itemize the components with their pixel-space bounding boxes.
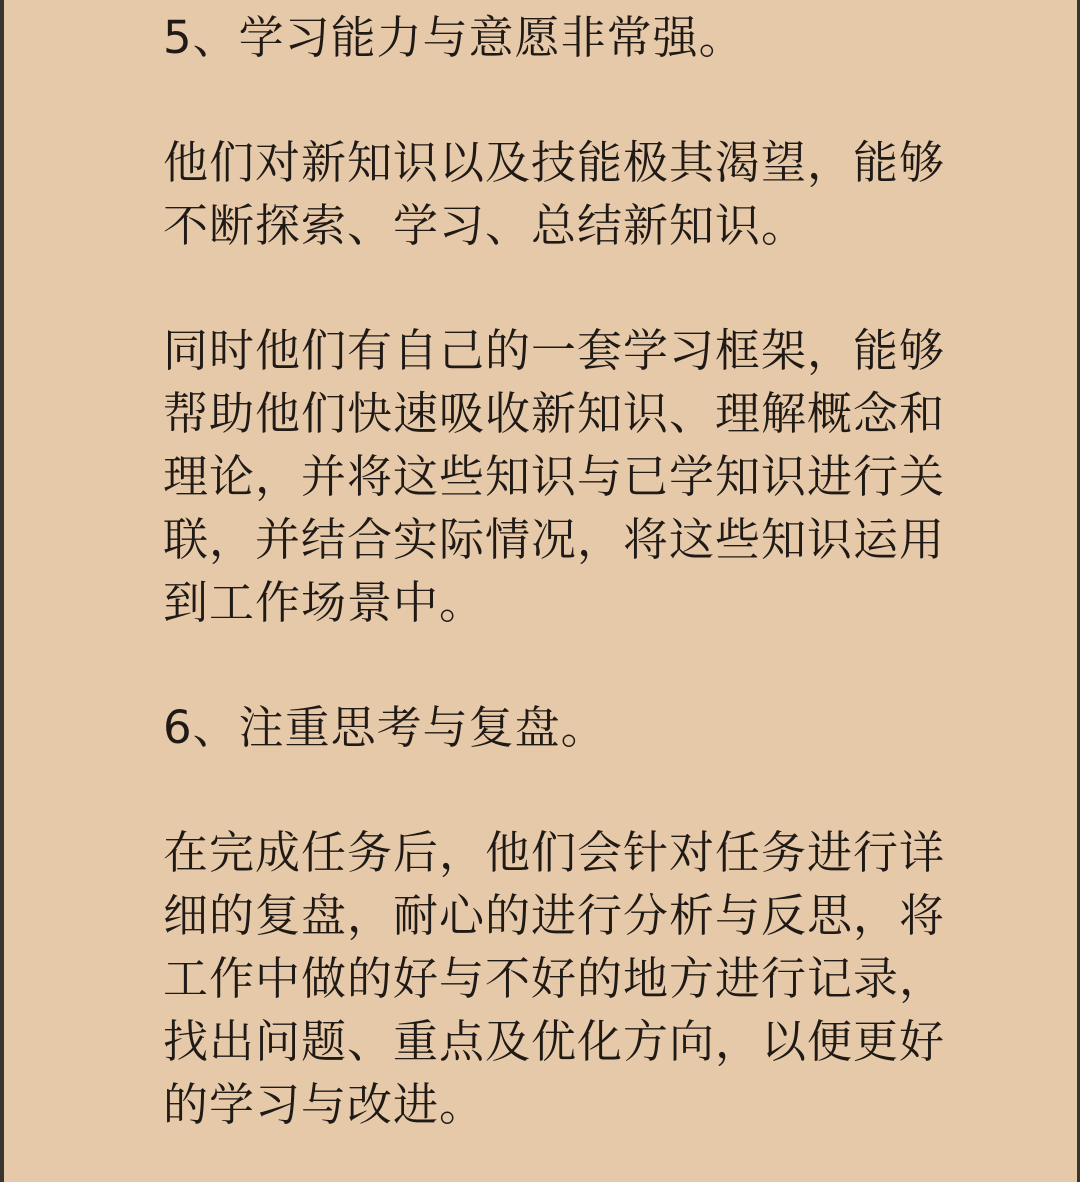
section-5-paragraph-2 — [163, 319, 983, 634]
section-5 — [163, 6, 983, 634]
left-border — [0, 0, 4, 1182]
section-5-heading: 5、学习能力与意愿非常强。 — [163, 11, 745, 64]
section-6-heading: 6、注重思考与复盘。 — [163, 701, 607, 754]
text-line: 找出问题、重点及优化方向，以便更好 — [163, 1015, 946, 1068]
text-line: 联，并结合实际情况，将这些知识运用 — [163, 513, 946, 566]
section-6 — [163, 696, 983, 1136]
text-line: 他们对新知识以及技能极其渴望，能够 — [163, 136, 946, 189]
text-line: 工作中做的好与不好的地方进行记录， — [163, 952, 946, 1005]
text-line: 细的复盘，耐心的进行分析与反思，将 — [163, 889, 946, 942]
text-line: 不断探索、学习、总结新知识。 — [163, 199, 808, 252]
section-6-paragraph-1 — [163, 821, 983, 1136]
text-line: 在完成任务后，他们会针对任务进行详 — [163, 826, 946, 879]
section-5-paragraph-1 — [163, 131, 983, 257]
text-line: 理论，并将这些知识与已学知识进行关 — [163, 450, 946, 503]
text-line: 同时他们有自己的一套学习框架，能够 — [163, 324, 946, 377]
text-line: 到工作场景中。 — [163, 576, 486, 629]
article-content — [163, 6, 983, 1136]
text-line: 帮助他们快速吸收新知识、理解概念和 — [163, 387, 946, 440]
text-line: 的学习与改进。 — [163, 1078, 486, 1131]
